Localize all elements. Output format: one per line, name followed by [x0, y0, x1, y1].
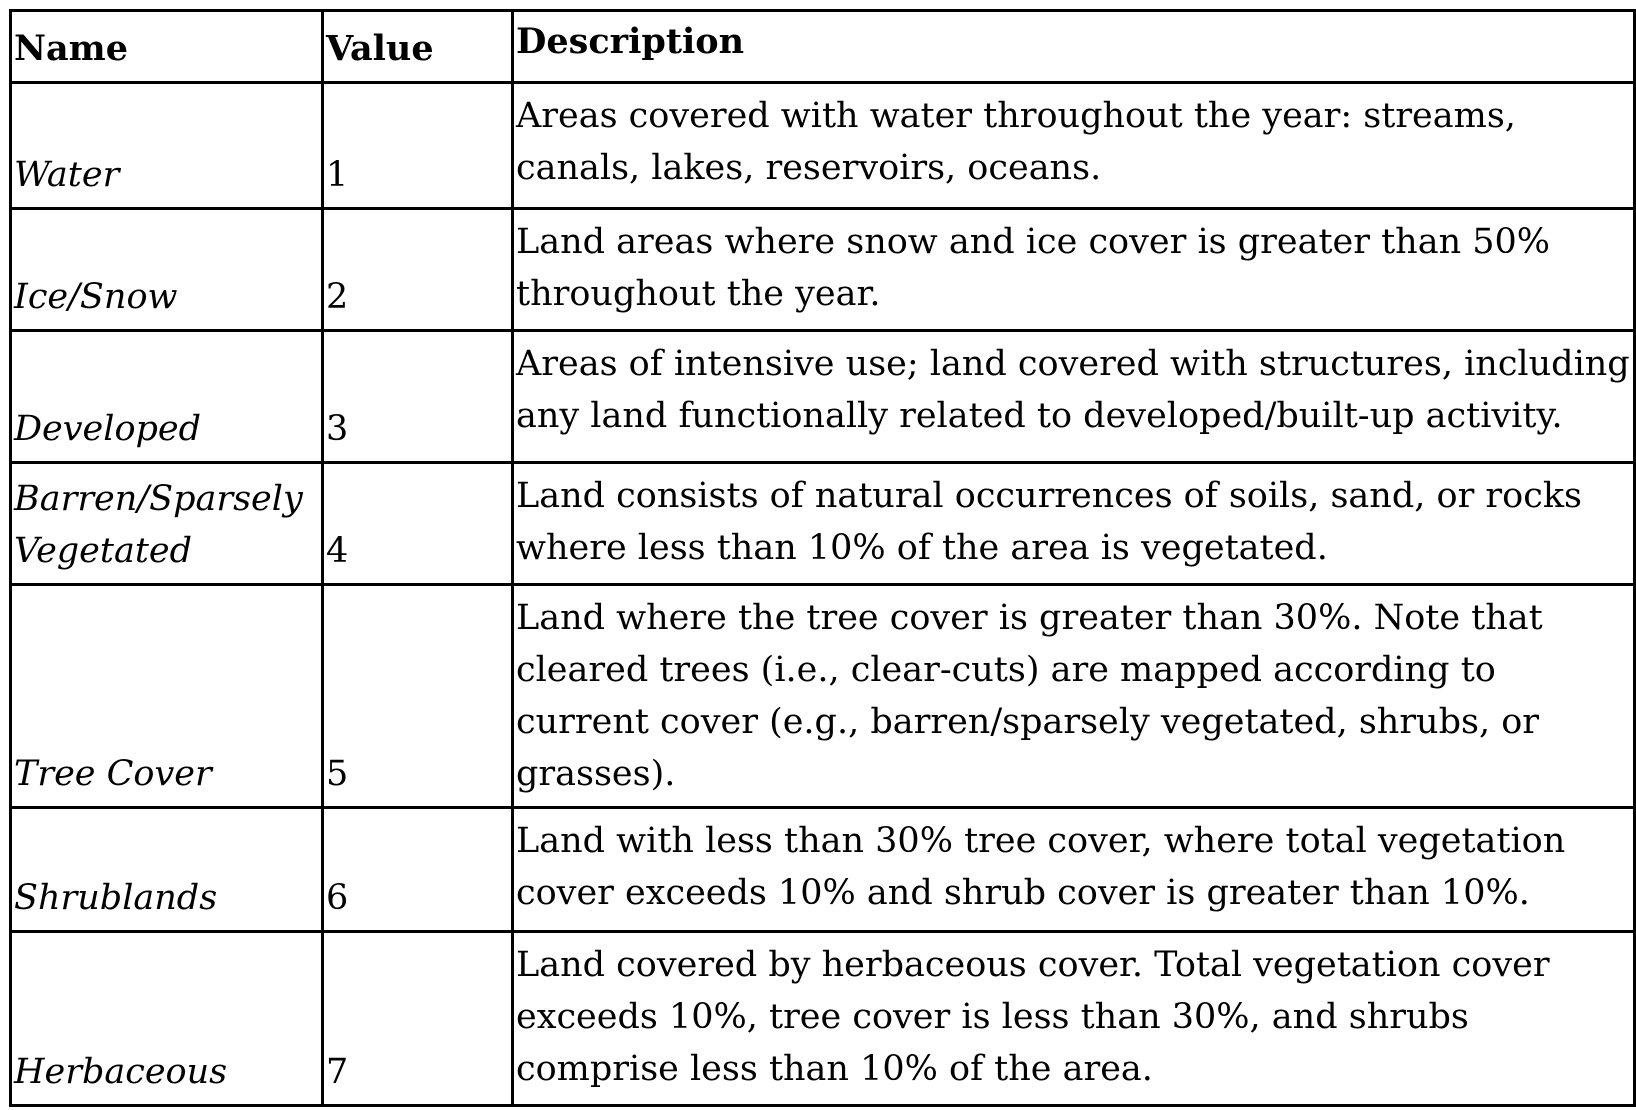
- land-cover-table: [9, 9, 1636, 1107]
- row-description: Areas covered with water throughout the year: streams, canals, lakes, reservoirs, oceans.: [513, 83, 1635, 209]
- table-row: [11, 585, 1635, 808]
- row-name: Water: [11, 83, 323, 209]
- header-row: [11, 11, 1635, 83]
- row-value: 2: [323, 209, 513, 331]
- row-name: Tree Cover: [11, 585, 323, 808]
- row-value: 7: [323, 932, 513, 1106]
- header-value: Value: [323, 11, 513, 83]
- row-description: Land areas where snow and ice cover is greater than 50% throughout the year.: [513, 209, 1635, 331]
- header-name: Name: [11, 11, 323, 83]
- row-name: Ice/Snow: [11, 209, 323, 331]
- row-name: Shrublands: [11, 808, 323, 932]
- row-description: Areas of intensive use; land covered with structures, including any land functionally related to developed/built-up activity.: [513, 331, 1635, 463]
- row-description: Land where the tree cover is greater than 30%. Note that cleared trees (i.e., clear-cuts) are mapped according to current cover (e.g., barren/sparsely vegetated, shrubs, or grasses).: [513, 585, 1635, 808]
- row-description: Land covered by herbaceous cover. Total vegetation cover exceeds 10%, tree cover is less than 30%, and shrubs comprise less than 10% of the area.: [513, 932, 1635, 1106]
- table-row: [11, 331, 1635, 463]
- table-row: [11, 463, 1635, 585]
- table-row: [11, 808, 1635, 932]
- row-name: Herbaceous: [11, 932, 323, 1106]
- row-value: 3: [323, 331, 513, 463]
- row-value: 6: [323, 808, 513, 932]
- table-row: [11, 932, 1635, 1106]
- row-name: Barren/Sparsely Vegetated: [11, 463, 323, 585]
- header-description: Description: [513, 11, 1635, 83]
- row-value: 4: [323, 463, 513, 585]
- table-row: [11, 209, 1635, 331]
- row-description: Land with less than 30% tree cover, where total vegetation cover exceeds 10% and shrub cover is greater than 10%.: [513, 808, 1635, 932]
- row-value: 5: [323, 585, 513, 808]
- row-value: 1: [323, 83, 513, 209]
- table-row: [11, 83, 1635, 209]
- row-name: Developed: [11, 331, 323, 463]
- row-description: Land consists of natural occurrences of soils, sand, or rocks where less than 10% of the area is vegetated.: [513, 463, 1635, 585]
